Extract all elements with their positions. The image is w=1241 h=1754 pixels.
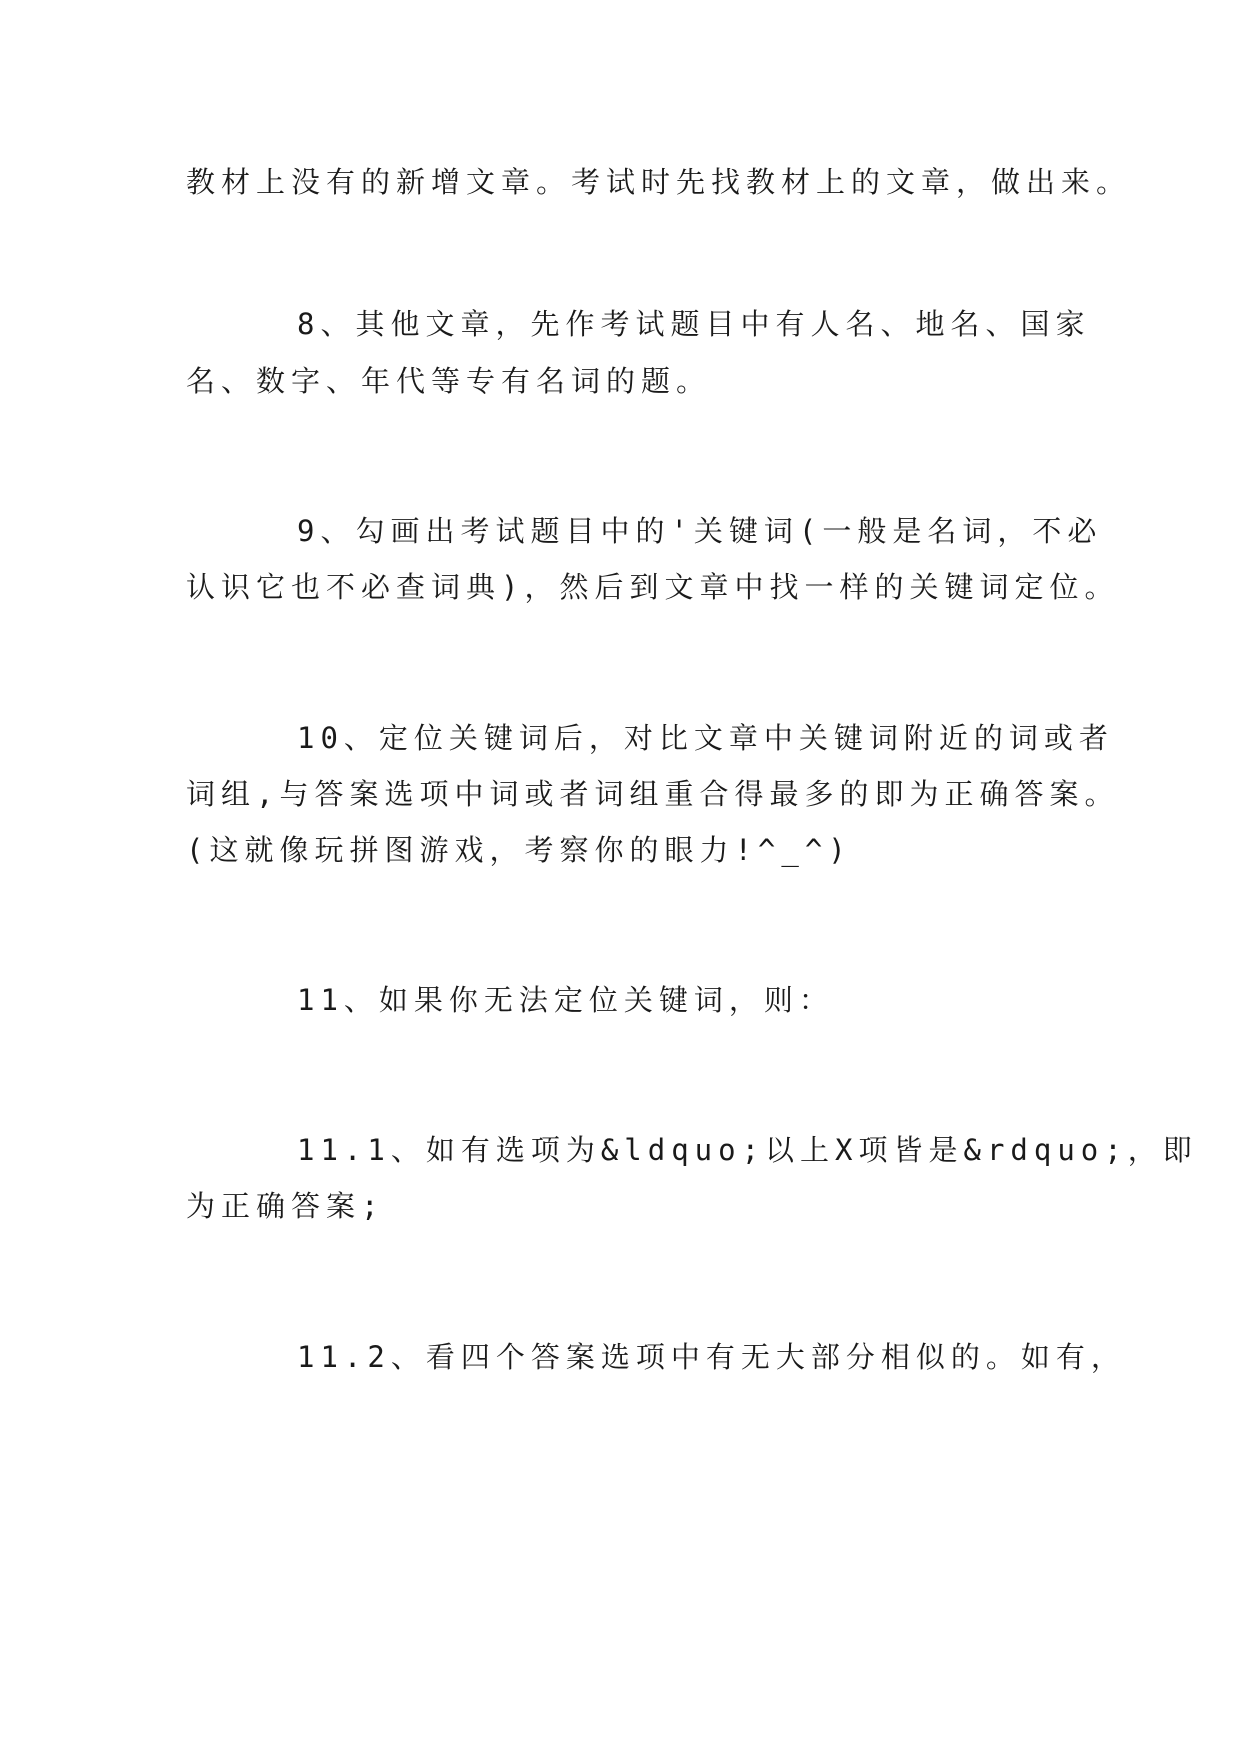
text-line-2: 8、其他文章，先作考试题目中有人名、地名、国家: [297, 307, 1091, 341]
text-line-7: 词组,与答案选项中词或者词组重合得最多的即为正确答案。: [186, 777, 1120, 811]
text-line-3: 名、数字、年代等专有名词的题。: [186, 364, 712, 398]
text-line-10: 11.1、如有选项为&ldquo;以上X项皆是&rdquo;，即: [297, 1133, 1198, 1167]
text-line-9: 11、如果你无法定位关键词，则：: [297, 983, 834, 1017]
text-line-4: 9、勾画出考试题目中的'关键词(一般是名词，不必: [297, 514, 1103, 548]
text-line-1: 教材上没有的新增文章。考试时先找教材上的文章，做出来。: [186, 165, 1132, 199]
text-line-6: 10、定位关键词后，对比文章中关键词附近的词或者: [297, 721, 1114, 755]
text-line-12: 11.2、看四个答案选项中有无大部分相似的。如有，: [297, 1340, 1126, 1374]
text-line-5: 认识它也不必查词典)，然后到文章中找一样的关键词定位。: [186, 570, 1120, 604]
text-line-8: (这就像玩拼图游戏，考察你的眼力!^_^): [186, 833, 852, 867]
text-line-11: 为正确答案;: [186, 1189, 385, 1223]
